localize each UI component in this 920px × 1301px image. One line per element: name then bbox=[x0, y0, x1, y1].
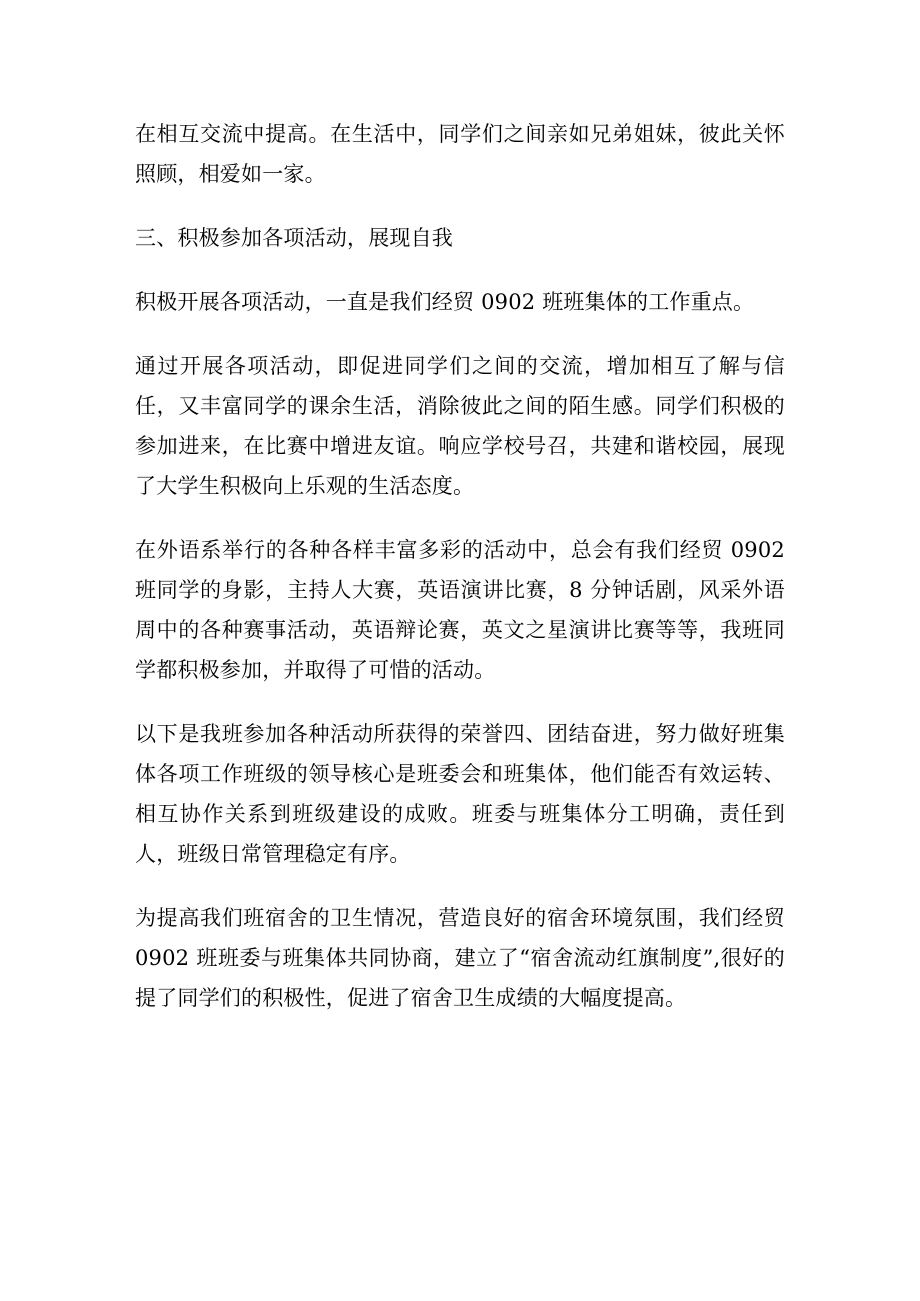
paragraph: 通过开展各项活动，即促进同学们之间的交流，增加相互了解与信任，又丰富同学的课余生活，消除彼此之间的陌生感。同学们积极的参加进来，在比赛中增进友谊。响应学校号召，共建和谐校园，展现了大学生积极向上乐观的生活态度。 bbox=[135, 354, 785, 498]
section-heading: 三、积极参加各项活动，展现自我 bbox=[135, 226, 453, 250]
paragraph: 积极开展各项活动，一直是我们经贸 0902 班班集体的工作重点。 bbox=[135, 290, 755, 314]
paragraph: 为提高我们班宿舍的卫生情况，营造良好的宿舍环境氛围，我们经贸 0902 班班委与班集体共同协商，建立了“宿舍流动红旗制度”,很好的提了同学们的积极性，促进了宿舍卫生成绩的大幅度提高。 bbox=[135, 906, 785, 1010]
paragraph: 以下是我班参加各种活动所获得的荣誉四、团结奋进，努力做好班集体各项工作班级的领导核心是班委会和班集体，他们能否有效运转、相互协作关系到班级建设的成败。班委与班集体分工明确，责任到人，班级日常管理稳定有序。 bbox=[135, 722, 785, 866]
paragraph: 在外语系举行的各种各样丰富多彩的活动中，总会有我们经贸 0902 班同学的身影，主持人大赛，英语演讲比赛，8 分钟话剧，风采外语周中的各种赛事活动，英语辩论赛，英文之星演讲比赛等等，我班同学都积极参加，并取得了可惜的活动。 bbox=[135, 538, 785, 682]
document-body bbox=[135, 114, 785, 1042]
paragraph-continuation: 在相互交流中提高。在生活中，同学们之间亲如兄弟姐妹，彼此关怀照顾，相爱如一家。 bbox=[135, 122, 785, 186]
